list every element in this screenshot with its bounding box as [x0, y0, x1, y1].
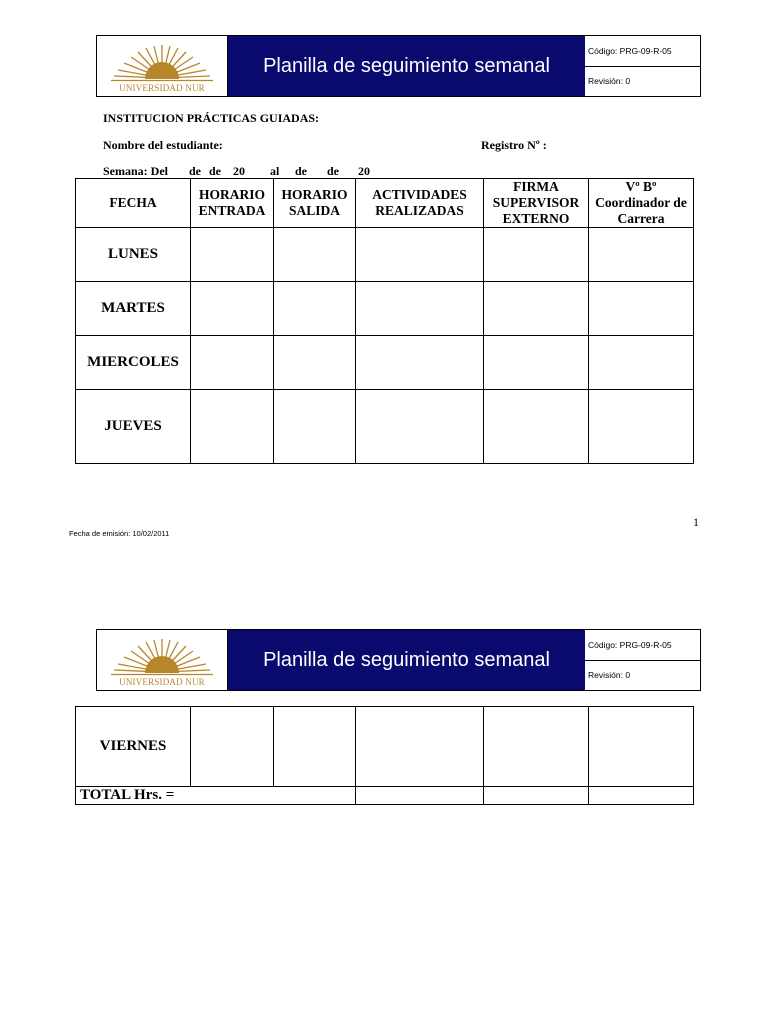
salida-cell[interactable] — [274, 336, 356, 390]
logo-text: UNIVERSIDAD NUR — [119, 83, 205, 93]
week-de-1: de — [189, 164, 201, 178]
actividades-cell[interactable] — [356, 336, 484, 390]
week-de-4: de — [327, 164, 339, 178]
firma-cell[interactable] — [484, 336, 589, 390]
visto-bueno-cell[interactable] — [589, 336, 694, 390]
day-label: JUEVES — [76, 390, 191, 464]
emission-date: Fecha de emisión: 10/02/2011 — [69, 529, 170, 538]
actividades-cell[interactable] — [356, 707, 484, 787]
week-de-3: de — [295, 164, 307, 178]
actividades-cell[interactable] — [356, 282, 484, 336]
document-meta — [585, 630, 700, 690]
document-title: Planilla de seguimiento semanal — [228, 630, 585, 690]
table-header-row — [76, 179, 694, 228]
header-firma-supervisor: FIRMA SUPERVISOR EXTERNO — [484, 179, 589, 228]
header-horario-entrada: HORARIO ENTRADA — [191, 179, 274, 228]
visto-bueno-cell[interactable] — [589, 282, 694, 336]
logo-text: UNIVERSIDAD NUR — [119, 677, 205, 687]
firma-cell[interactable] — [484, 390, 589, 464]
page-number: 1 — [693, 515, 699, 529]
total-actividades-cell[interactable] — [356, 787, 484, 805]
student-name-label: Nombre del estudiante: — [103, 138, 223, 152]
institution-label: INSTITUCION PRÁCTICAS GUIADAS: — [103, 111, 320, 125]
weekly-table — [75, 178, 694, 464]
day-label: MARTES — [76, 282, 191, 336]
visto-bueno-cell[interactable] — [589, 390, 694, 464]
table-row — [76, 282, 694, 336]
total-row — [76, 787, 694, 805]
firma-cell[interactable] — [484, 707, 589, 787]
day-label: LUNES — [76, 228, 191, 282]
header-horario-salida: HORARIO SALIDA — [274, 179, 356, 228]
table-row — [76, 390, 694, 464]
total-firma-cell[interactable] — [484, 787, 589, 805]
document-header — [96, 35, 701, 97]
university-logo — [97, 36, 228, 96]
document-code: Código: PRG-09-R-05 — [585, 36, 700, 67]
document-header — [96, 629, 701, 691]
header-actividades: ACTIVIDADES REALIZADAS — [356, 179, 484, 228]
university-logo — [97, 630, 228, 690]
salida-cell[interactable] — [274, 707, 356, 787]
weekly-table-continued — [75, 706, 694, 805]
total-visto-bueno-cell[interactable] — [589, 787, 694, 805]
salida-cell[interactable] — [274, 390, 356, 464]
salida-cell[interactable] — [274, 282, 356, 336]
day-label: VIERNES — [76, 707, 191, 787]
header-visto-bueno: Vº Bº Coordinador de Carrera — [589, 179, 694, 228]
entrada-cell[interactable] — [191, 336, 274, 390]
week-de-2: de — [209, 164, 221, 178]
entrada-cell[interactable] — [191, 282, 274, 336]
week-al: al — [270, 164, 280, 178]
visto-bueno-cell[interactable] — [589, 228, 694, 282]
sunrise-logo-icon — [107, 42, 217, 84]
firma-cell[interactable] — [484, 282, 589, 336]
entrada-cell[interactable] — [191, 228, 274, 282]
table-row — [76, 228, 694, 282]
document-meta — [585, 36, 700, 96]
header-fecha: FECHA — [76, 179, 191, 228]
entrada-cell[interactable] — [191, 707, 274, 787]
document-revision: Revisión: 0 — [588, 670, 631, 681]
document-title: Planilla de seguimiento semanal — [228, 36, 585, 96]
salida-cell[interactable] — [274, 228, 356, 282]
entrada-cell[interactable] — [191, 390, 274, 464]
week-year-1: 20 — [233, 164, 245, 178]
registro-label: Registro Nº : — [481, 138, 547, 152]
total-hours-label: TOTAL Hrs. = — [76, 787, 356, 805]
table-row — [76, 707, 694, 787]
sunrise-logo-icon — [107, 636, 217, 678]
firma-cell[interactable] — [484, 228, 589, 282]
table-row — [76, 336, 694, 390]
visto-bueno-cell[interactable] — [589, 707, 694, 787]
document-code: Código: PRG-09-R-05 — [585, 630, 700, 661]
week-year-2: 20 — [358, 164, 370, 178]
document-revision: Revisión: 0 — [588, 76, 631, 87]
day-label: MIERCOLES — [76, 336, 191, 390]
week-label: Semana: Del — [103, 164, 168, 178]
actividades-cell[interactable] — [356, 390, 484, 464]
actividades-cell[interactable] — [356, 228, 484, 282]
